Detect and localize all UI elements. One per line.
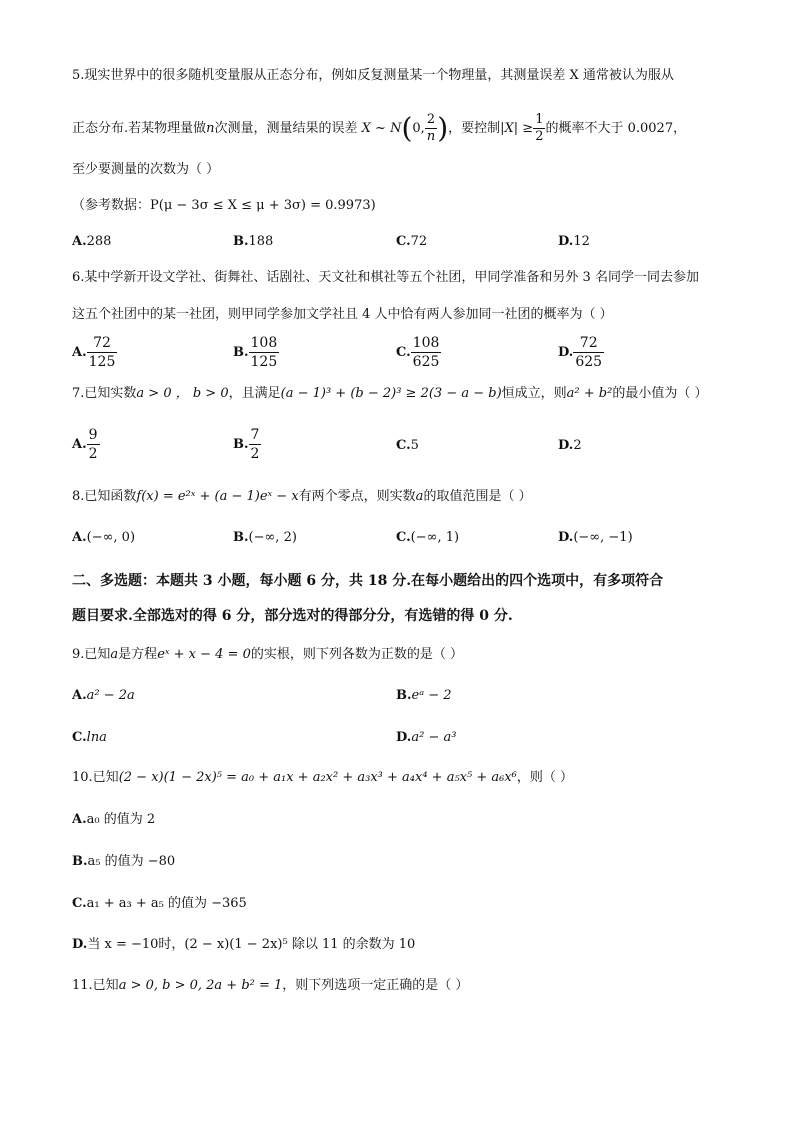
q9-equation: eˣ + x − 4 = 0 [157,647,251,662]
q7-option-a[interactable] [72,426,100,463]
option-label: D. [558,345,574,360]
option-label: D. [396,730,412,745]
q10-stem-b: ，则（ ） [516,770,573,785]
option-label: C. [72,730,87,745]
q5-option-d[interactable] [558,232,590,252]
q7-stem-a: 7.已知实数 [72,386,137,401]
q10-option-c[interactable] [72,894,247,914]
option-text: (−∞, 2) [248,530,297,545]
option-text: 5 [410,438,419,453]
q7-stem-d: 的最小值为（ ） [612,386,708,401]
q9-option-b[interactable] [396,686,452,706]
q5-stem-1: 5.现实世界中的很多随机变量服从正态分布，例如反复测量某一个物理量，其测量误差 X 通常被认为服从 [72,68,674,83]
option-label: B. [396,688,412,703]
option-text: a₀ 的值为 2 [86,812,156,827]
fraction-num: 72 [573,334,604,353]
fraction-num: 72 [87,334,118,353]
q10-line-1 [72,768,573,788]
q9-option-a[interactable] [72,686,135,706]
q10-option-a[interactable] [72,810,155,830]
q6-option-c[interactable] [396,334,441,371]
option-text: 当 x = −10时，(2 − x)(1 − 2x)⁵ 除以 11 的余数为 10 [87,937,416,952]
option-label: D. [72,937,88,952]
q5-stem-2d: 的概率不大于 0.0027， [545,121,687,136]
option-text: 12 [573,234,590,249]
fraction-den: 125 [250,354,278,370]
option-text: eᵃ − 2 [411,688,452,703]
q6-line-1: 6.某中学新开设文学社、街舞社、话剧社、天文社和棋社等五个社团，甲同学准备和另外 3 名同学一同去参加 [72,270,699,285]
q9-stem-a: 9.已知 [72,647,111,662]
q5-n: n [206,121,215,136]
option-label: B. [233,530,249,545]
q8-option-b[interactable] [233,528,297,548]
q9-option-d[interactable] [396,728,456,748]
option-label: A. [72,437,87,452]
fraction-num: 7 [250,427,260,443]
q11-line-1 [72,976,468,996]
q7-target: a² + b² [566,386,613,401]
q10-option-d[interactable] [72,935,415,955]
option-fraction [87,426,100,463]
q9-stem-c: 的实根，则下列各数为正数的是（ ） [250,647,463,662]
option-text: 188 [248,234,274,249]
option-text: (−∞, 1) [410,530,460,545]
option-text: a₁ + a₃ + a₅ 的值为 −365 [86,896,247,911]
option-fraction [573,334,604,371]
q8-line-1 [72,487,532,507]
q11-stem-a: 11.已知 [72,978,119,993]
option-label: D. [558,234,574,249]
q5-stem-2c: ，要控制 [448,121,501,136]
option-label: A. [72,812,87,827]
q5-paren-open: ( [401,111,413,145]
q5-stem-2b: 次测量，测量结果的误差 [214,121,358,136]
q9-stem-b: 是方程 [118,647,158,662]
q5-line-1 [72,66,674,86]
q5-option-a[interactable] [72,232,111,252]
q8-option-c[interactable] [396,528,459,548]
q8-stem-b: 有两个零点，则实数 [298,489,416,504]
q8-variable: a [415,489,424,504]
option-fraction [87,334,118,371]
option-text: (−∞, 0) [86,530,136,545]
option-label: C. [396,438,411,453]
q9-variable: a [110,647,119,662]
option-text: a₅ 的值为 −80 [87,854,176,869]
q7-option-b[interactable] [233,426,261,463]
q10-stem-a: 10.已知 [72,770,119,785]
q11-condition: a > 0, b > 0, 2a + b² = 1 [118,978,283,993]
q6-line-2: 这五个社团中的某一社团，则甲同学参加文学社且 4 人中恰有两人参加同一社团的概率为（ ） [72,307,613,322]
option-label: C. [396,234,411,249]
option-fraction [249,426,262,463]
q8-stem-a: 8.已知函数 [72,489,137,504]
option-label: A. [72,688,87,703]
fraction-den: 2 [250,446,260,462]
q5-line-3: 至少要测量的次数为（ ） [72,162,220,177]
option-text: (−∞, −1) [573,530,633,545]
option-label: B. [233,234,249,249]
option-label: C. [72,896,87,911]
q6-option-b[interactable] [233,334,279,371]
q5-variance-num: 2 [425,112,437,129]
q5-stem-2a: 正态分布.若某物理量做 [72,121,207,136]
option-label: A. [72,530,87,545]
option-text: 72 [410,234,428,249]
q5-variance-fraction [425,112,437,145]
option-label: C. [396,345,411,360]
q11-stem-b: ，则下列选项一定正确的是（ ） [282,978,469,993]
q7-stem-b: ，且满足 [228,386,281,401]
q10-expansion: (2 − x)(1 − 2x)⁵ = a₀ + a₁x + a₂x² + a₃x³ + a₄x⁴ + a₅x⁵ + a₆x⁶ [118,770,517,785]
option-text: 288 [86,234,112,249]
q7-option-c[interactable] [396,436,419,456]
q5-abs-x: |X| ≥ [500,121,534,136]
q5-line-2 [72,112,686,145]
q8-stem-c: 的取值范围是（ ） [423,489,532,504]
option-text: 2 [573,438,582,453]
fraction-den: 625 [412,354,440,370]
q7-option-d[interactable] [558,436,582,456]
q8-option-d[interactable] [558,528,633,548]
q7-condition: a > 0 ， b > 0 [136,386,229,401]
q9-line-1 [72,645,463,665]
q5-half-fraction [533,112,545,145]
option-label: D. [558,438,574,453]
q5-variance-den: n [426,129,436,144]
q6-option-d[interactable] [558,334,604,371]
q5-mean: 0, [412,121,425,136]
option-label: B. [233,437,249,452]
q5-distribution: X ~ N [361,121,402,136]
fraction-num: 108 [250,335,278,351]
q7-inequality: (a − 1)³ + (b − 2)³ ≥ 2(3 − a − b) [280,386,502,401]
option-label: D. [558,530,574,545]
option-fraction [411,334,442,371]
section-2-heading-line-2: 题目要求.全部选对的得 6 分，部分选对的得部分分，有选错的得 0 分. [72,608,513,624]
option-text: lna [86,730,107,745]
q7-line-1 [72,384,707,404]
fraction-num: 9 [88,427,98,443]
fraction-den: 2 [88,446,98,462]
q5-option-b[interactable] [233,232,273,252]
fraction-num: 108 [412,335,440,351]
option-label: C. [396,530,411,545]
q5-reference: （参考数据：P(μ − 3σ ≤ X ≤ μ + 3σ) = 0.9973) [72,198,376,213]
option-label: B. [72,854,88,869]
option-text: a² − 2a [86,688,135,703]
fraction-den: 125 [88,354,116,370]
option-label: A. [72,234,87,249]
option-text: a² − a³ [411,730,457,745]
q10-option-b[interactable] [72,852,175,872]
q8-option-a[interactable] [72,528,135,548]
section-2-heading-line-1: 二、多选题：本题共 3 小题，每小题 6 分，共 18 分.在每小题给出的四个选项中，有多项符合 [72,573,664,589]
q9-option-c[interactable] [72,728,107,748]
option-fraction [249,334,280,371]
option-label: B. [233,345,249,360]
q5-option-c[interactable] [396,232,427,252]
q8-function: f(x) = e²ˣ + (a − 1)eˣ − x [136,489,299,504]
q5-half-den: 2 [535,129,544,144]
q5-paren-close: ) [437,111,449,145]
fraction-den: 625 [575,354,603,370]
q7-stem-c: 恒成立，则 [501,386,567,401]
option-label: A. [72,345,87,360]
q5-half-num: 1 [535,112,544,127]
q6-option-a[interactable] [72,334,117,371]
